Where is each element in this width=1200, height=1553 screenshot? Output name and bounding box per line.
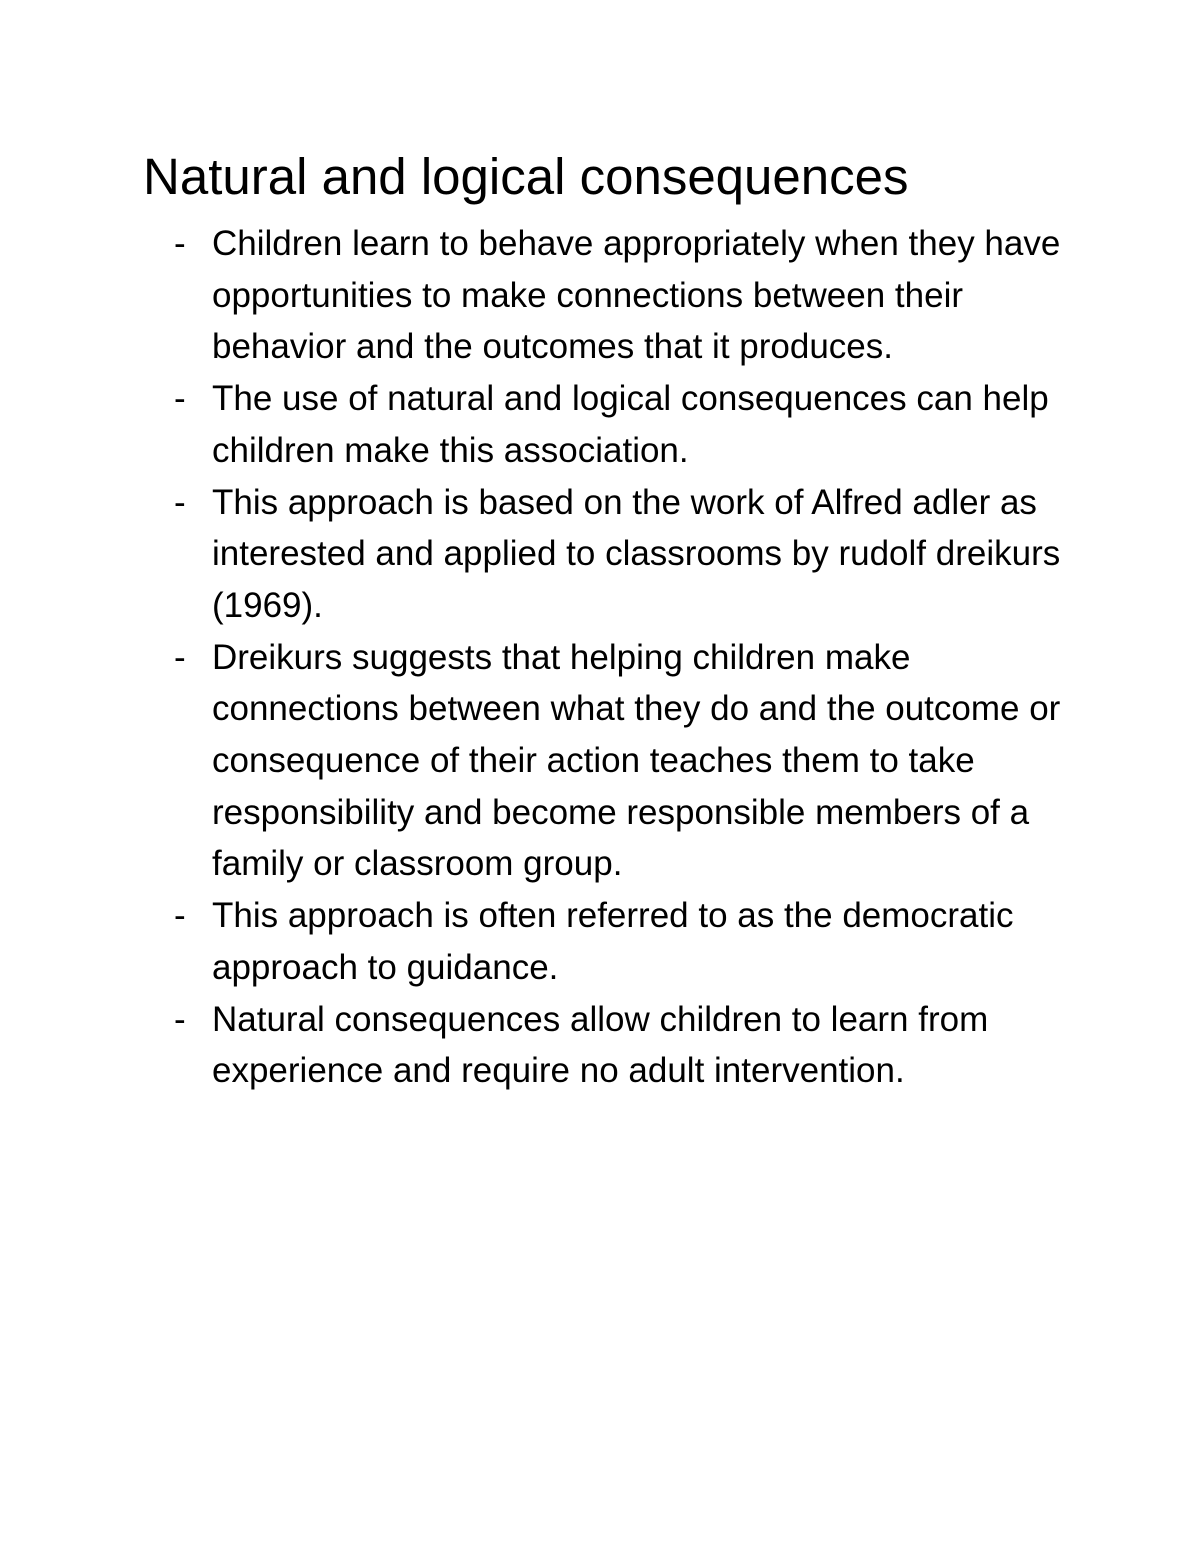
- bullet-item: [174, 218, 1074, 373]
- bullet-dash: -: [174, 896, 186, 936]
- bullet-dash: -: [174, 224, 186, 263]
- bullet-item: [174, 632, 1074, 891]
- bullet-text: Children learn to behave appropriately when they have opportunities to make connections between their behavior and the outcomes that it produces.: [212, 224, 1061, 367]
- bullet-dash: -: [174, 482, 186, 522]
- bullet-text: Dreikurs suggests that helping children make connections between what they do and the outcome or consequence of their action teaches them to take responsibility and become responsible members of a family or classroom group.: [212, 637, 1061, 884]
- bullet-list: [174, 218, 1074, 1097]
- bullet-item: [174, 373, 1074, 476]
- bullet-dash: -: [174, 379, 186, 419]
- document-title: Natural and logical consequences: [143, 148, 909, 205]
- bullet-item: [174, 994, 1074, 1097]
- bullet-dash: -: [174, 637, 186, 677]
- bullet-text: The use of natural and logical consequences can help children make this association.: [212, 379, 1049, 470]
- bullet-text: This approach is based on the work of Alfred adler as interested and applied to classrooms by rudolf dreikurs (1969).: [212, 482, 1061, 625]
- bullet-text: This approach is often referred to as the democratic approach to guidance.: [212, 896, 1014, 987]
- bullet-item: [174, 477, 1074, 632]
- bullet-item: [174, 890, 1074, 993]
- bullet-text: Natural consequences allow children to learn from experience and require no adult intervention.: [212, 999, 989, 1091]
- bullet-dash: -: [174, 999, 186, 1039]
